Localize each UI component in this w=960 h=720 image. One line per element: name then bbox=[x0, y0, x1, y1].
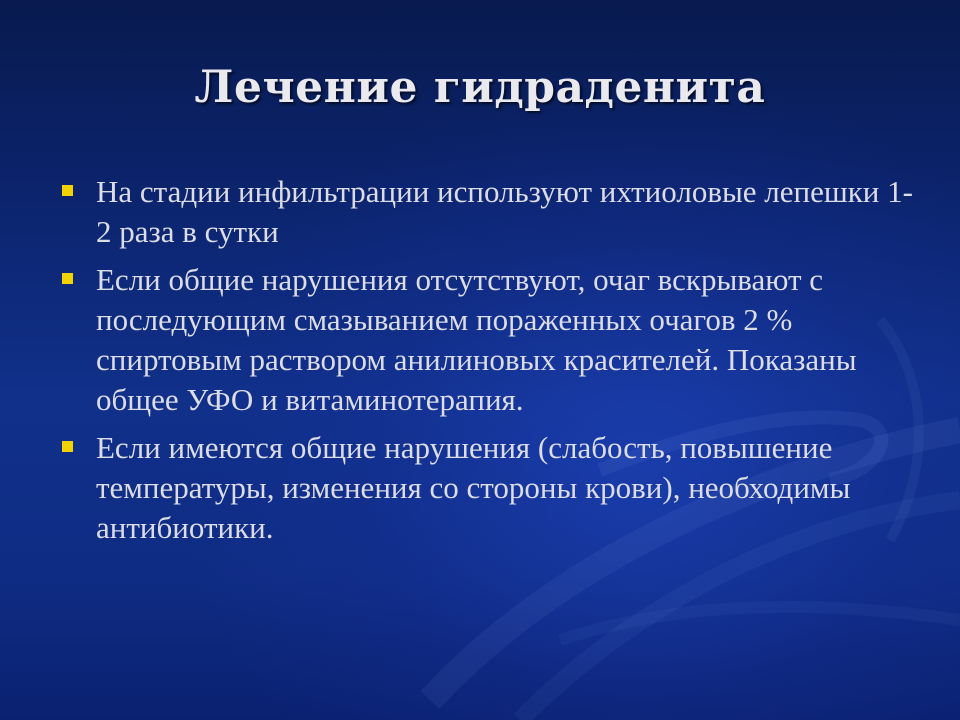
bullet-item bbox=[62, 260, 922, 420]
bullet-list bbox=[62, 172, 922, 556]
bullet-item bbox=[62, 428, 922, 548]
slide-title: Лечение гидраденита bbox=[194, 62, 766, 113]
bullet-square-icon bbox=[62, 273, 73, 284]
bullet-text: Если имеются общие нарушения (слабость, повышение температуры, изменения со стороны крови), необходимы антибиотики. bbox=[96, 430, 851, 545]
bullet-square-icon bbox=[62, 441, 73, 452]
bullet-text: Если общие нарушения отсутствуют, очаг вскрывают с последующим смазыванием пораженных очагов 2 % спиртовым раствором анилиновых красителей. Показаны общее УФО и витаминотерапия. bbox=[96, 262, 857, 417]
bullet-text: На стадии инфильтрации используют ихтиоловые лепешки 1-2 раза в сутки bbox=[96, 174, 913, 249]
bullet-item bbox=[62, 172, 922, 252]
bullet-square-icon bbox=[62, 185, 73, 196]
